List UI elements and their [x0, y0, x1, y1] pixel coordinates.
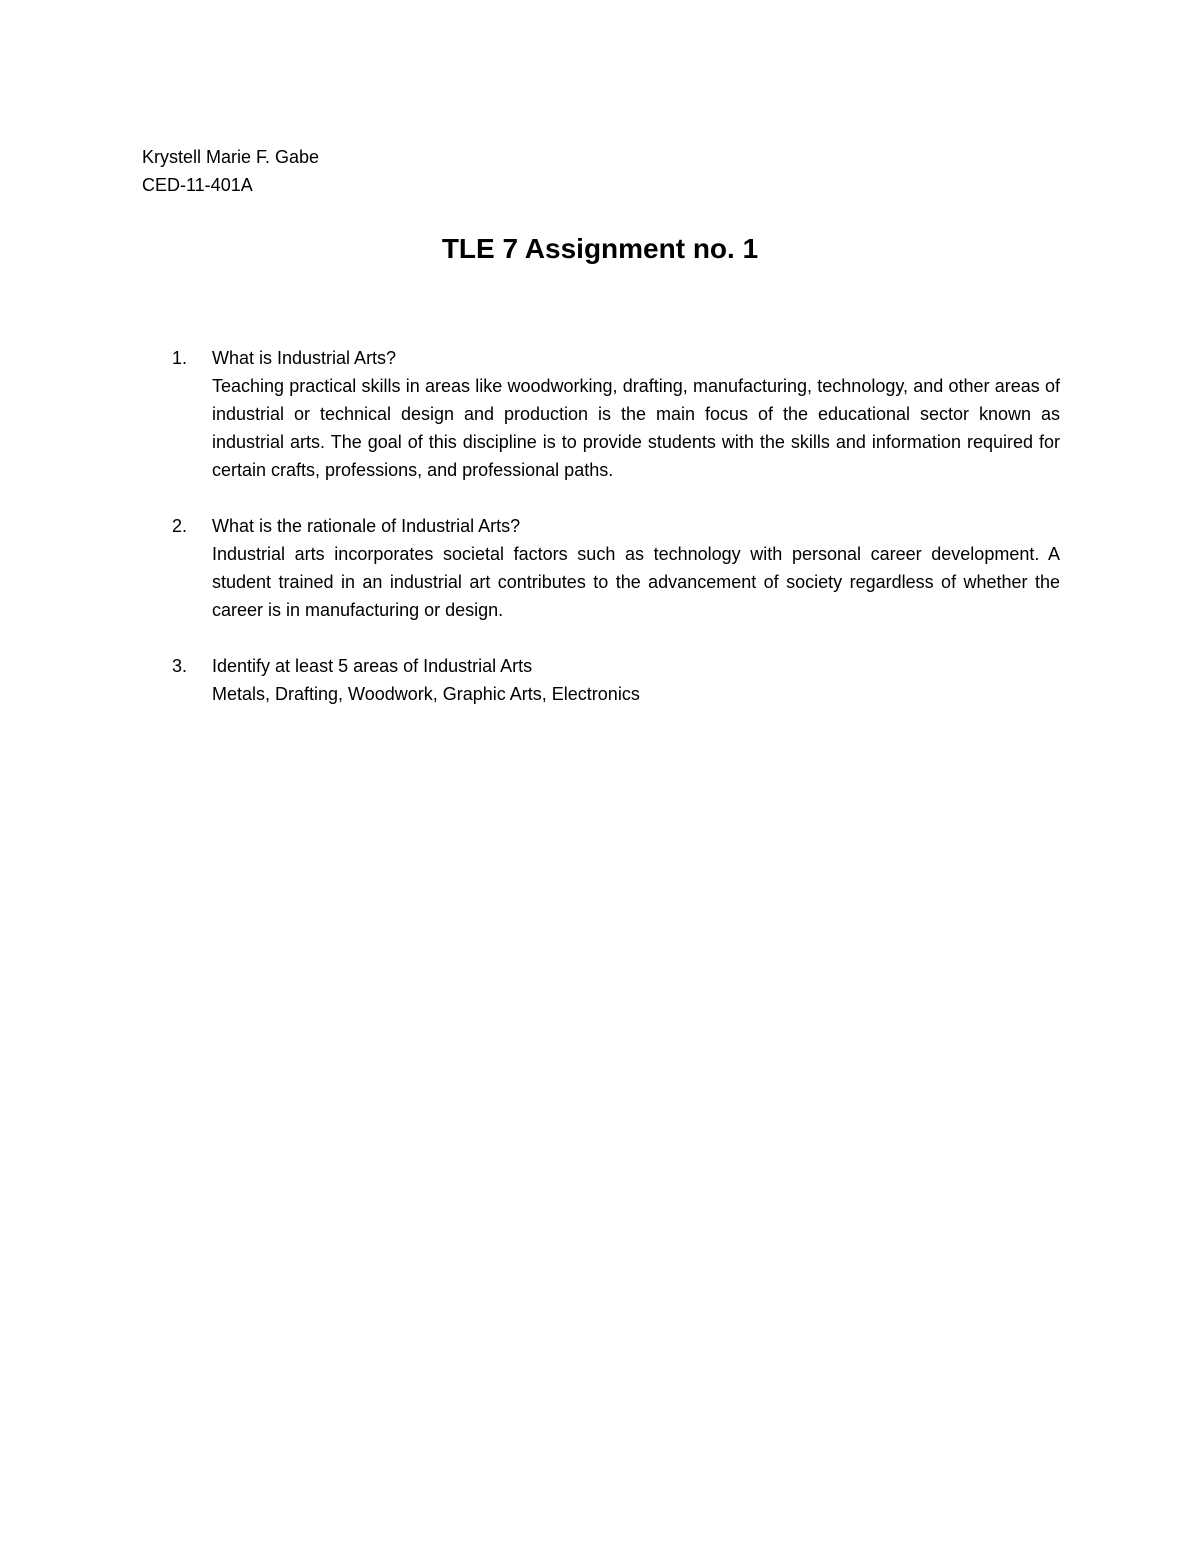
author-name: Krystell Marie F. Gabe [142, 147, 320, 167]
answer-text: Metals, Drafting, Woodwork, Graphic Arts, Electronics [212, 684, 640, 704]
question-item-1 [172, 344, 1060, 484]
document-title: TLE 7 Assignment no. 1 [441, 233, 759, 264]
question-text: What is Industrial Arts? [212, 348, 397, 368]
question-number: 2. [172, 516, 188, 536]
answer-text: Industrial arts incorporates societal factors such as technology with personal career development. A student trained in an industrial art contributes to the advancement of society regardless of whether the career is in manufacturing or design. [212, 544, 1060, 620]
section-code: CED-11-401A [142, 175, 253, 195]
answer-text: Teaching practical skills in areas like woodworking, drafting, manufacturing, technology, and other areas of industrial or technical design and production is the main focus of the educational sector known as industrial arts. The goal of this discipline is to provide students with the skills and information required for certain crafts, professions, and professional paths. [212, 376, 1060, 480]
question-list [172, 344, 1060, 736]
question-number: 1. [172, 348, 188, 368]
question-item-2 [172, 512, 1060, 624]
question-number: 3. [172, 656, 188, 676]
question-item-3 [172, 652, 1060, 708]
question-text: What is the rationale of Industrial Arts? [212, 516, 521, 536]
question-text: Identify at least 5 areas of Industrial Arts [212, 656, 533, 676]
